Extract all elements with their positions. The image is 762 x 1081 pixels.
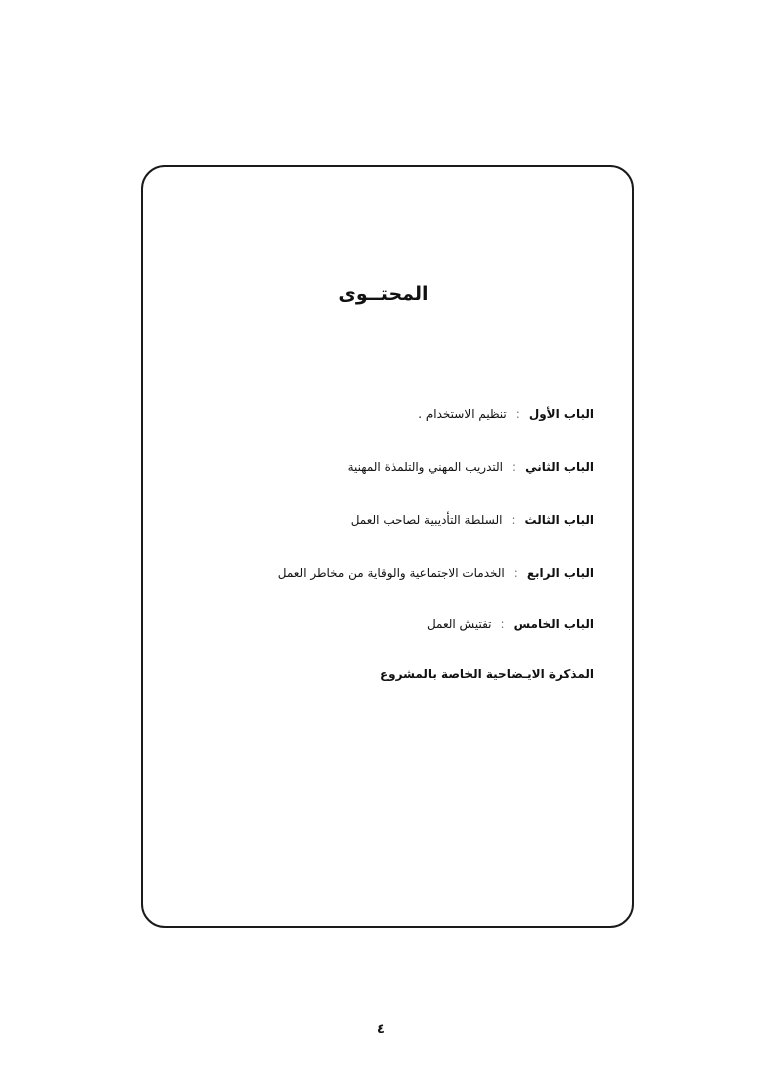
content-frame xyxy=(141,165,634,928)
toc-item-chapter-3[interactable] xyxy=(351,511,594,529)
chapter-topic: الخدمات الاجتماعية والوقاية من مخاطر العمل xyxy=(277,566,505,580)
toc-item-chapter-4[interactable] xyxy=(278,564,594,582)
toc-item-chapter-2[interactable] xyxy=(348,458,594,476)
separator: : xyxy=(512,460,517,474)
toc-item-explanatory-memo[interactable]: المذكرة الايـضاحية الخاصة بالمشروع xyxy=(379,667,594,681)
chapter-label: الباب الأول xyxy=(528,407,594,421)
chapter-label: الباب الثاني xyxy=(525,460,594,474)
page-title: المحتــوى xyxy=(338,283,429,305)
toc-item-chapter-5[interactable] xyxy=(427,615,594,633)
separator: : xyxy=(511,513,516,527)
separator: : xyxy=(500,617,505,631)
chapter-topic: تفتيش العمل xyxy=(426,617,492,631)
chapter-topic: تنظيم الاستخدام . xyxy=(418,407,507,421)
separator: : xyxy=(515,407,520,421)
chapter-topic: السلطة التأديبية لصاحب العمل xyxy=(350,513,503,527)
separator: : xyxy=(513,566,518,580)
chapter-label: الباب الرابع xyxy=(526,566,594,580)
chapter-label: الباب الثالث xyxy=(524,513,594,527)
page-number: ٤ xyxy=(377,1022,385,1037)
toc-item-chapter-1[interactable] xyxy=(418,405,594,423)
chapter-label: الباب الخامس xyxy=(513,617,594,631)
chapter-topic: التدريب المهني والتلمذة المهنية xyxy=(347,460,504,474)
